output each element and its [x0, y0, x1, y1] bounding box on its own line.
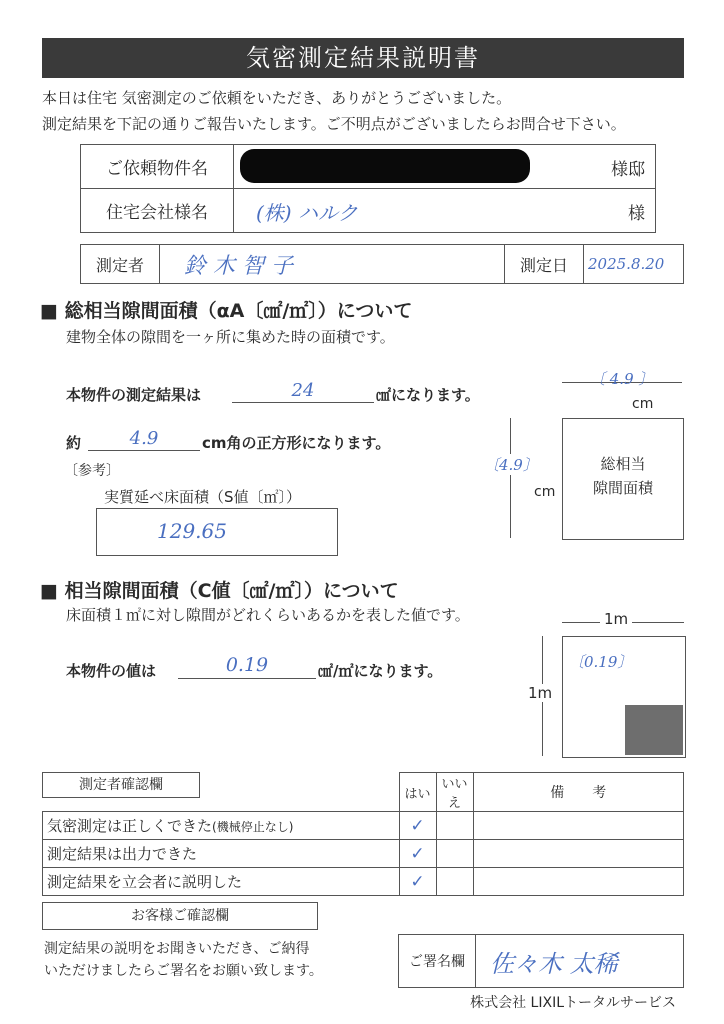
col-note: 備 考	[473, 773, 684, 812]
diagram-a-label-2: 隙間面積	[592, 479, 653, 497]
diagram-c-value: 〔0.19〕	[569, 653, 633, 671]
document-title: 気密測定結果説明書	[42, 38, 684, 78]
confirm-table	[42, 772, 684, 896]
diagram-c-top-value: 1m	[600, 610, 632, 628]
table-row	[43, 840, 684, 868]
intro-line-1: 本日は住宅 気密測定のご依頼をいただき、ありがとうございました。	[42, 89, 512, 107]
redacted-property-name	[240, 149, 530, 183]
col-yes: はい	[399, 773, 436, 812]
intro-line-2: 測定結果を下記の通りご報告いたします。ご不明点がございましたらお問合せ下さい。	[42, 115, 626, 133]
footer-company: 株式会社 LIXILトータルサービス	[470, 995, 676, 1011]
result-value: 24	[291, 380, 315, 401]
diagram-a-square	[562, 418, 684, 540]
result-underline	[232, 380, 374, 403]
measurer-value: 鈴 木 智 子	[184, 253, 293, 279]
request-table	[80, 144, 656, 233]
diagram-a-side-value: 〔4.9〕	[484, 456, 538, 474]
diagram-c-gap-square	[625, 705, 683, 755]
confirm-title: 測定者確認欄	[42, 772, 200, 798]
square-value: 4.9	[129, 428, 159, 449]
diagram-a-top-unit: cm	[632, 396, 654, 412]
customer-text-2: いただけましたらご署名をお願い致します。	[44, 963, 323, 979]
property-value-cell	[234, 145, 656, 189]
table-row	[43, 868, 684, 896]
company-label: 住宅会社様名	[81, 189, 234, 233]
customer-text-1: 測定結果の説明をお聞きいただき、ご納得	[44, 941, 310, 957]
company-value: (株) ハルク	[256, 201, 358, 225]
c-value: 0.19	[225, 654, 269, 676]
diagram-c-square	[562, 636, 686, 758]
diagram-c-side-value: 1m	[528, 684, 553, 702]
c-value-suffix: ㎠/㎡になります。	[318, 662, 443, 680]
c-value-underline	[178, 654, 316, 679]
signature-table	[398, 934, 684, 988]
section-c-desc: 床面積１㎡に対し隙間がどれくらいあるかを表した値です。	[66, 606, 470, 624]
measurer-label: 測定者	[81, 245, 160, 284]
diagram-a-side-dimension	[510, 418, 511, 538]
check-mark: ✓	[399, 840, 436, 868]
section-a-desc: 建物全体の隙間を一ヶ所に集めた時の面積です。	[66, 328, 395, 346]
table-row	[43, 812, 684, 840]
signature-label: ご署名欄	[399, 935, 476, 988]
col-no: いいえ	[436, 773, 473, 812]
section-c-heading: ■ 相当隙間面積（C値〔㎠/㎡〕）について	[40, 580, 399, 602]
result-suffix: ㎠になります。	[376, 386, 480, 404]
diagram-a-top-value: 〔 4.9 〕	[590, 370, 654, 388]
c-value-prefix: 本物件の値は	[66, 662, 157, 680]
measurer-table	[80, 244, 684, 284]
section-a-heading: ■ 総相当隙間面積（αA〔㎠/㎡〕）について	[40, 300, 413, 322]
signature-value: 佐々木 太稀	[490, 949, 618, 978]
date-label: 測定日	[505, 245, 584, 284]
check-mark: ✓	[399, 812, 436, 840]
floor-area-box	[96, 508, 338, 556]
property-suffix: 様邸	[611, 160, 645, 180]
diagram-a-side-unit: cm	[534, 484, 556, 500]
date-value: 2025.8.20	[588, 255, 665, 273]
floor-area-label: 実質延べ床面積（S値〔㎡〕）	[104, 488, 302, 506]
floor-area-value: 129.65	[157, 519, 227, 543]
confirm-row-label: 測定結果を立会者に説明した	[43, 868, 400, 896]
square-underline	[88, 428, 200, 451]
result-prefix: 本物件の測定結果は	[66, 386, 202, 404]
confirm-row-label: 測定結果は出力できた	[43, 840, 400, 868]
square-prefix: 約	[66, 434, 82, 452]
company-suffix: 様	[628, 204, 645, 224]
check-mark: ✓	[399, 868, 436, 896]
diagram-a-label-1: 総相当	[600, 455, 646, 473]
confirm-row-note: (機械停止なし)	[212, 820, 294, 834]
property-label: ご依頼物件名	[81, 145, 234, 189]
customer-title: お客様ご確認欄	[42, 902, 318, 930]
company-value-cell	[234, 189, 656, 233]
confirm-row-label: 気密測定は正しくできた	[47, 817, 213, 835]
square-suffix: cm角の正方形になります。	[202, 434, 391, 452]
reference-label: 〔参考〕	[64, 463, 120, 479]
